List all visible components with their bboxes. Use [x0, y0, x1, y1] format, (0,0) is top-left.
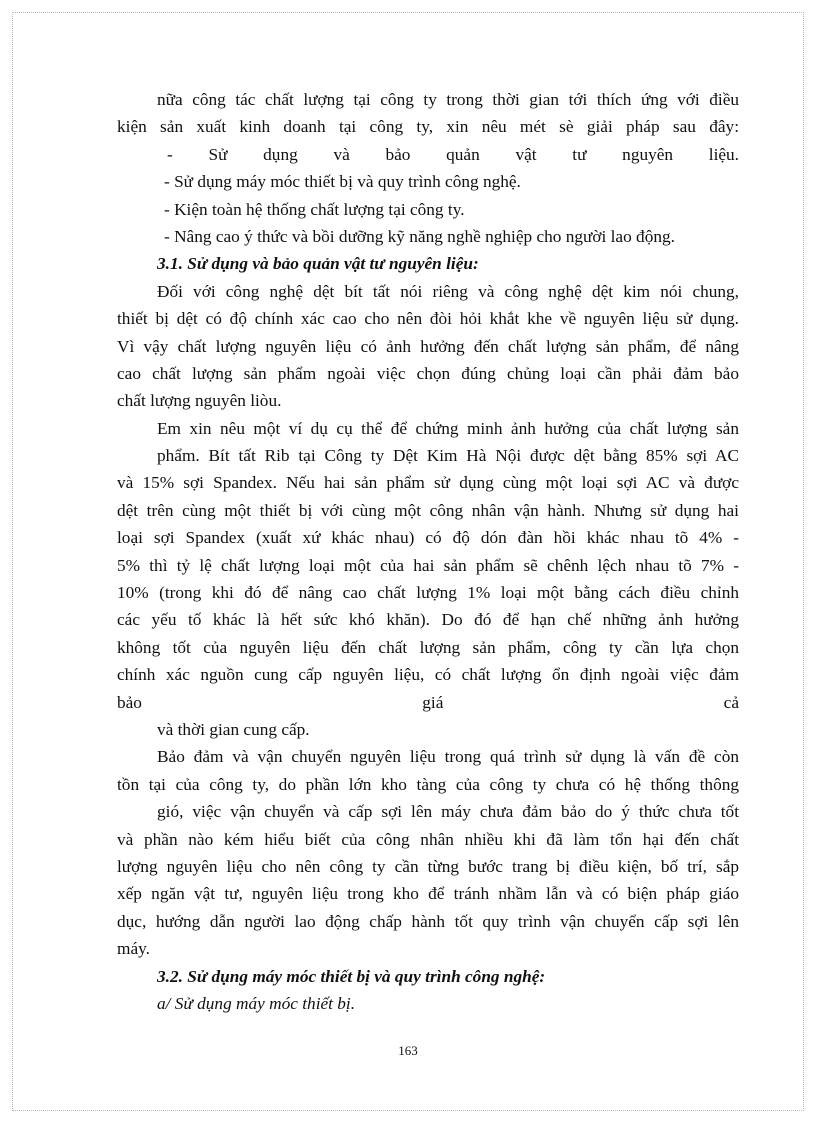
page-number: 163: [398, 1043, 418, 1058]
paragraph-line: xếp ngăn vật tư, nguyên liệu trong kho để tránh nhầm lẫn và có biện pháp giáo: [117, 884, 739, 904]
paragraph-line: Đối với công nghệ dệt bít tất nói riêng và công nghệ dệt kim nói chung,: [157, 281, 739, 301]
border-right: [803, 12, 804, 1111]
paragraph-line: thiết bị dệt có độ chính xác cao cho nên đòi hỏi khắt khe về nguyên liệu sử dụng.: [117, 309, 739, 329]
paragraph-line: gió, việc vận chuyển và cấp sợi lên máy chưa đảm bảo do ý thức chưa tốt: [157, 802, 739, 822]
paragraph-line: dục, hướng dẫn người lao động chấp hành tốt quy trình vận chuyển cấp sợi lên: [117, 911, 739, 931]
bullet-item: - Sử dụng máy móc thiết bị và quy trình công nghệ.: [164, 172, 521, 192]
bullet-item: - Nâng cao ý thức và bồi dưỡng kỹ năng nghề nghiệp cho người lao động.: [164, 226, 675, 246]
section-heading: 3.2. Sử dụng máy móc thiết bị và quy trình công nghệ:: [157, 966, 546, 986]
paragraph-line: và 15% sợi Spandex. Nếu hai sản phẩm sử dụng cùng một loại sợi AC và được: [117, 473, 739, 493]
border-left: [12, 12, 13, 1111]
bullet-item: - Kiện toàn hệ thống chất lượng tại công ty.: [164, 199, 465, 219]
paragraph-line: chính xác nguồn cung cấp nguyên liệu, có chất lượng ổn định ngoài việc đảm: [117, 665, 739, 685]
paragraph-line: Em xin nêu một ví dụ cụ thể để chứng minh ảnh hưởng của chất lượng sản: [157, 418, 739, 438]
paragraph-line: Vì vậy chất lượng nguyên liệu có ảnh hưởng đến chất lượng sản phẩm, để nâng: [117, 336, 739, 356]
border-top: [12, 12, 804, 13]
paragraph-line: và phần nào kém hiểu biết của công nhân nhiều khi đã làm tổn hại đến chất: [117, 829, 739, 849]
subsection-heading: a/ Sử dụng máy móc thiết bị.: [157, 993, 356, 1013]
paragraph-line: các yếu tố khác là hết sức khó khăn). Do đó để hạn chế những ảnh hưởng: [117, 610, 739, 630]
paragraph-line: 10% (trong khi đó để nâng cao chất lượng 1% loại một bằng cách điều chỉnh: [117, 583, 739, 603]
paragraph-line: chất lượng nguyên liòu.: [117, 391, 282, 411]
paragraph-line: lượng nguyên liệu cho nên công ty cần từng bước trang bị điều kiện, bố trí, sắp: [117, 856, 739, 876]
border-bottom: [12, 1110, 804, 1111]
paragraph-line: không tốt của nguyên liệu đến chất lượng sản phẩm, công ty cần lựa chọn: [117, 637, 739, 657]
paragraph-line: tồn tại của công ty, do phần lớn kho tàng của công ty chưa có hệ thống thông: [117, 774, 739, 794]
paragraph-line: kiện sản xuất kinh doanh tại công ty, xin nêu mét sè giải pháp sau đây:: [117, 117, 739, 137]
paragraph-line: và thời gian cung cấp.: [157, 719, 310, 739]
paragraph-line: phẩm. Bít tất Rib tại Công ty Dệt Kim Hà Nội được dệt bằng 85% sợi AC: [157, 446, 739, 466]
paragraph-line: bảo giá cả: [117, 692, 739, 712]
paragraph-line: dệt trên cùng một thiết bị với cùng một công nhân vận hành. Nhưng sử dụng hai: [117, 500, 739, 520]
paragraph-line: nữa công tác chất lượng tại công ty trong thời gian tới thích ứng với điều: [157, 90, 739, 109]
paragraph-line: máy.: [117, 939, 150, 959]
document-body: [117, 86, 739, 1017]
bullet-item: - Sử dụng và bảo quản vật tư nguyên liệu.: [167, 144, 739, 164]
paragraph-line: loại sợi Spandex (xuất xứ khác nhau) có độ dón đàn hồi khác nhau tõ 4% -: [117, 528, 739, 548]
paragraph-line: cao chất lượng sản phẩm ngoài việc chọn đúng chủng loại cần phải đảm bảo: [117, 363, 739, 383]
paragraph-line: 5% thì tỷ lệ chất lượng loại một của hai sản phẩm sẽ chênh lệch nhau tõ 7% -: [117, 555, 739, 575]
section-heading: 3.1. Sử dụng và bảo quản vật tư nguyên liệu:: [157, 254, 479, 274]
paragraph-line: Bảo đảm và vận chuyển nguyên liệu trong quá trình sử dụng là vấn đề còn: [157, 747, 739, 767]
